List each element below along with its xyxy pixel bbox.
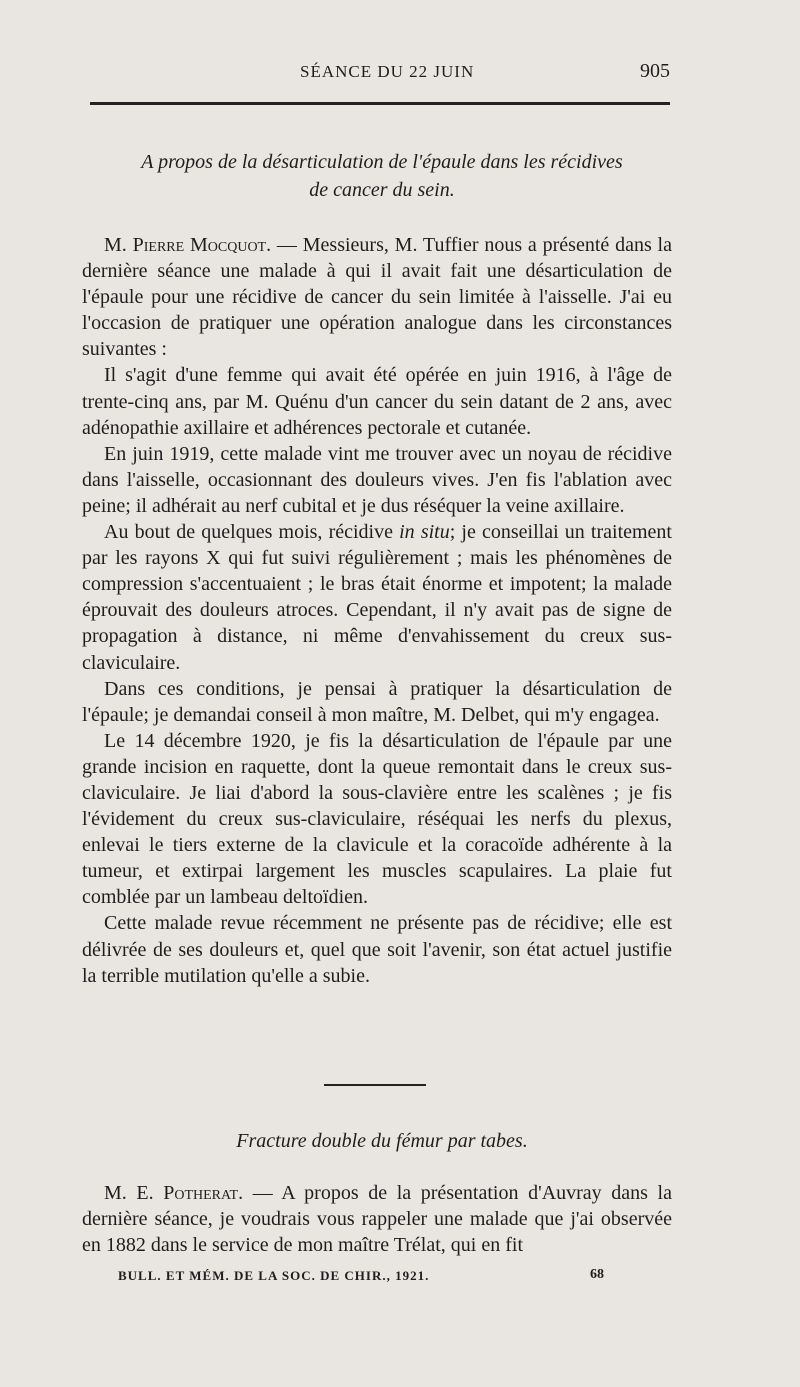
paragraph [82, 1180, 672, 1258]
article-title: Fracture double du fémur par tabes. [236, 1130, 528, 1152]
header-rule [90, 102, 670, 105]
paragraph: En juin 1919, cette malade vint me trouver avec un noyau de récidive dans l'aisselle, occasionnant des douleurs vives. J'en fis l'ablation avec peine; il adhérait au nerf cubital et je dus réséquer la veine axillaire. [82, 442, 672, 517]
paragraph [82, 519, 672, 676]
running-header: SÉANCE DU 22 JUIN [300, 62, 475, 81]
paragraph: Dans ces conditions, je pensai à pratiquer la désarticulation de l'épaule; je demandai conseil à mon maître, M. Delbet, qui m'y engagea. [82, 677, 672, 726]
article-title-line1: A propos de la désarticulation de l'épaule dans les récidives [141, 151, 623, 173]
paragraph [82, 232, 672, 362]
article-title-line2: de cancer du sein. [309, 179, 455, 201]
paragraph: Le 14 décembre 1920, je fis la désarticulation de l'épaule par une grande incision en raquette, dont la queue remontait dans le creux sus-claviculaire. Je liai d'abord la sous-clavière entre les scalènes ; je fis l'évidement du creux sus-claviculaire, réséquai les nerfs du plexus, enlevai le tiers externe de la clavicule et la coracoïde adhérente à la tumeur, et extirpai largement les muscles scapulaires. La plaie fut comblée par un lambeau deltoïdien. [82, 729, 672, 909]
page-number: 905 [640, 60, 670, 82]
section-separator [324, 1084, 426, 1086]
paragraph: Cette malade revue récemment ne présente pas de récidive; elle est délivrée de ses douleurs et, quel que soit l'avenir, son état actuel justifie la terrible mutilation qu'elle a subie. [82, 912, 672, 987]
speaker-name: M. Pierre Mocquot. [104, 234, 272, 256]
paragraph-text: — Messieurs, M. Tuffier nous a présenté dans la dernière séance une malade à qui il avait fait une désarticulation de l'épaule pour une récidive de cancer du sein limitée à l'aisselle. J'ai eu l'occasion de pratiquer une opération analogue dans les circonstances suivantes : [82, 234, 672, 361]
signature-number: 68 [590, 1267, 604, 1282]
speaker-name: M. E. Potherat. [104, 1182, 244, 1204]
article-body [82, 232, 672, 989]
italic-term: in situ [399, 521, 450, 544]
paragraph: Il s'agit d'une femme qui avait été opérée en juin 1916, à l'âge de trente-cinq ans, par M. Quénu d'un cancer du sein datant de 2 ans, avec adénopathie axillaire et adhérences pectorale et cutanée. [82, 364, 672, 439]
article-title [82, 148, 682, 204]
paragraph-text: ; je conseillai un traitement par les rayons X qui fut suivi régulièrement ; mais les phénomènes de compression s'accentuaient ; le bras était énorme et impotent; la malade éprouvait des douleurs atroces. Cependant, il n'y avait pas de signe de propagation à distance, ni même d'envahissement du creux sus-claviculaire. [82, 521, 672, 674]
paragraph-text: — A propos de la présentation d'Auvray dans la dernière séance, je voudrais vous rappeler une malade que j'ai observée en 1882 dans le service de mon maître Trélat, qui en fit [82, 1182, 672, 1257]
paragraph-text: Au bout de quelques mois, récidive [104, 521, 400, 544]
article-body [82, 1180, 672, 1258]
footer-citation: BULL. ET MÉM. DE LA SOC. DE CHIR., 1921. [118, 1268, 430, 1283]
